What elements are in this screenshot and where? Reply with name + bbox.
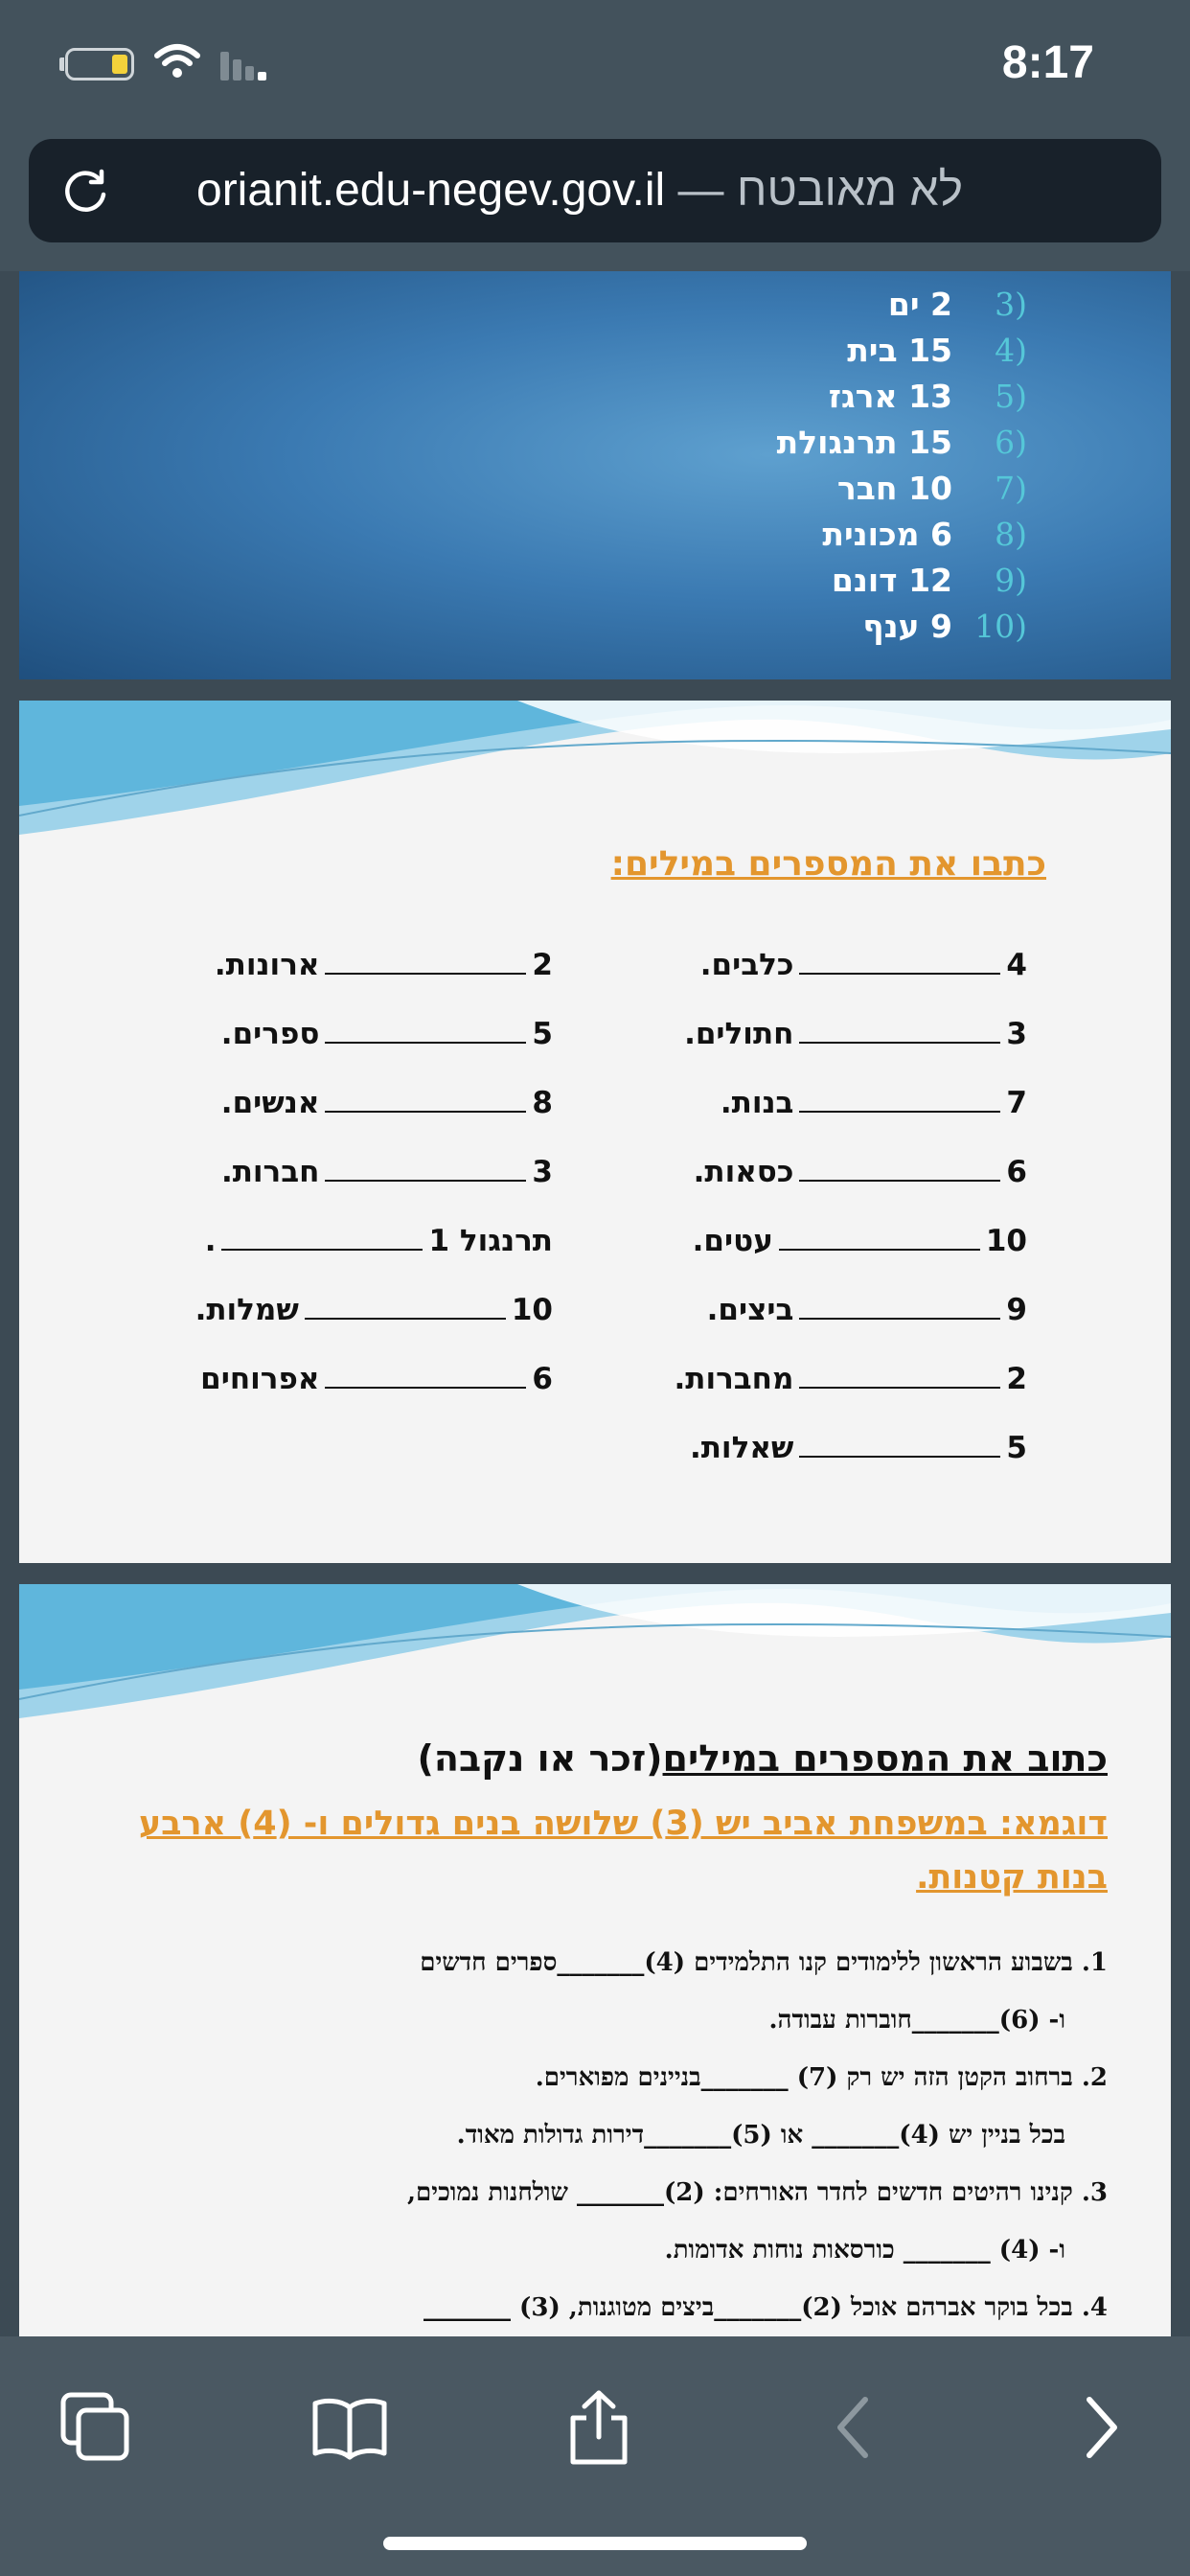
- bookmarks-icon: [311, 2394, 388, 2461]
- wave-decoration: [19, 701, 1171, 835]
- address-bar[interactable]: [29, 139, 1161, 242]
- list-item: (6 15 תרנגולת: [776, 423, 1027, 461]
- battery-nub: [59, 58, 64, 71]
- exercise-row: 4כלבים.: [699, 948, 1027, 982]
- exercise-row: 2ארונות.: [214, 948, 553, 982]
- security-warning: לא מאובטח: [736, 165, 964, 216]
- forward-icon: [1078, 2394, 1126, 2461]
- back-button[interactable]: [800, 2375, 905, 2480]
- exercise-row: 6אפרוחים: [200, 1362, 553, 1396]
- blue-slide-list: [777, 281, 1027, 649]
- battery-icon: [65, 48, 134, 80]
- slide-1-title: כתבו את המספרים במילים:: [610, 844, 1046, 884]
- example-sentence: דוגמא: במשפחת אביב יש (3) שלושה בנים גדולים ו- (4) ארבע בנות קטנות.: [138, 1805, 1108, 1897]
- wifi-icon: [153, 42, 201, 80]
- tabs-button[interactable]: [43, 2375, 149, 2480]
- url-text[interactable]: [196, 164, 963, 217]
- exercise-row: 2מחברות.: [674, 1362, 1027, 1396]
- share-icon: [565, 2389, 632, 2466]
- forward-button[interactable]: [1049, 2375, 1155, 2480]
- exercise-row: 7בנות.: [720, 1086, 1027, 1120]
- question-line: 1. בשבוע הראשון ללימודים קנו התלמידים (4)_______ספרים חדשים: [420, 1948, 1108, 1977]
- url-domain: orianit.edu-negev.gov.il: [196, 165, 666, 216]
- exercise-row: 5שאלות.: [689, 1431, 1027, 1465]
- exercise-row: 3חברות.: [220, 1155, 553, 1189]
- question-line: ו- (4) _______ כורסאות נוחות אדומות.: [664, 2236, 1065, 2265]
- exercise-row: 3חתולים.: [684, 1017, 1027, 1051]
- browser-address-area: [0, 129, 1190, 271]
- worksheet-slide-2: [19, 1584, 1171, 2336]
- reload-icon[interactable]: [59, 166, 111, 218]
- question-line: בכל בניין יש (4)_______ או (5)_______דירות גדולות מאוד.: [456, 2121, 1065, 2150]
- slide-2-title: כתוב את המספרים במילים(זכר או נקבה): [417, 1737, 1108, 1780]
- list-item: (7 10 חבר: [836, 469, 1027, 507]
- share-button[interactable]: [546, 2375, 652, 2480]
- home-indicator[interactable]: [383, 2537, 807, 2550]
- exercise-row: 9ביצים.: [706, 1293, 1027, 1327]
- list-item: (8 6 מכונית: [822, 515, 1027, 553]
- tabs-icon: [57, 2389, 134, 2466]
- cellular-signal-icon: [218, 50, 270, 82]
- list-item: (4 15 בית: [847, 331, 1027, 369]
- exercise-row: 10שמלות.: [195, 1293, 553, 1327]
- exercise-row: תרנגול 1.: [204, 1224, 553, 1258]
- blue-slide: [19, 271, 1171, 679]
- question-line: 2. ברחוב הקטן הזה יש רק (7) _______בניינים מפוארים.: [535, 2063, 1108, 2092]
- back-icon: [829, 2394, 877, 2461]
- question-line: 3. קנינו רהיטים חדשים לחדר האורחים: (2)_______ שולחנות נמוכים,: [406, 2178, 1108, 2207]
- question-line: ו- (6)_______חוברות עבודה.: [768, 2006, 1065, 2035]
- worksheet-slide-1: [19, 701, 1171, 1563]
- url-separator: —: [677, 165, 724, 216]
- list-item: (9 12 דונם: [831, 561, 1027, 599]
- clock: 8:17: [1001, 37, 1094, 88]
- wave-decoration: [19, 1584, 1171, 1718]
- exercise-row: 6כסאות.: [693, 1155, 1027, 1189]
- web-page-content[interactable]: [0, 271, 1190, 2336]
- list-item: (3 2 ים: [887, 285, 1027, 323]
- status-bar: [0, 0, 1190, 129]
- question-line: 4. בכל בוקר אברהם אוכל (2)_______ביצים מטוגנות, (3) _______: [423, 2293, 1108, 2322]
- list-item: (5 13 ארגז: [828, 377, 1027, 415]
- bookmarks-button[interactable]: [297, 2375, 402, 2480]
- exercise-row: 8אנשים.: [220, 1086, 553, 1120]
- exercise-row: 10עטים.: [692, 1224, 1027, 1258]
- exercise-row: 5ספרים.: [220, 1017, 553, 1051]
- list-item: (10 9 ענף: [862, 607, 1027, 645]
